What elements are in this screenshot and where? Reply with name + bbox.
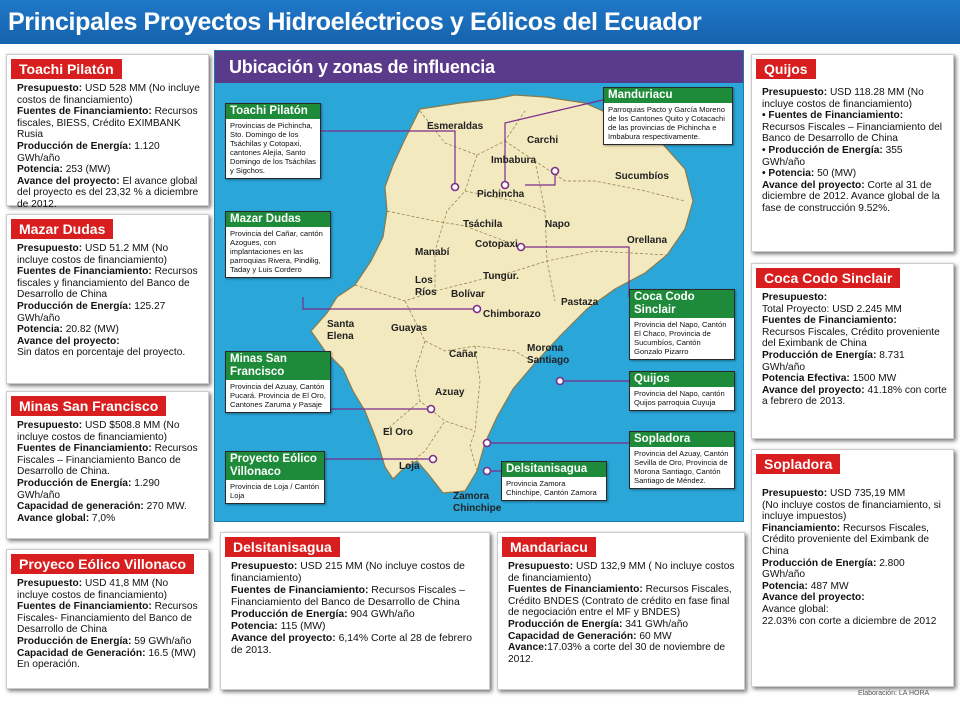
card-line-label: Fuentes de Financiamiento: [231, 585, 369, 596]
card-minas-san-francisco [6, 391, 209, 539]
card-line [17, 243, 202, 266]
card-line-value: Corte al 31 de diciembre de 2012. Avance global de la fase de construcción 9.52%. [762, 179, 940, 214]
card-bullet [762, 110, 947, 145]
card-line [17, 347, 202, 359]
province-label: Los Ríos [415, 275, 437, 298]
card-line-value: Recursos Fiscales – Financiamiento del Banco de Desarrollo de China [231, 585, 465, 608]
province-label: Cotopaxi [475, 239, 518, 250]
card-line-label: Avance del proyecto: [231, 633, 336, 644]
card-line-value: 115 (MW) [277, 621, 326, 632]
province-label: Zamora Chinchipe [453, 491, 502, 514]
province-label: Imbabura [491, 155, 537, 166]
card-line [762, 592, 947, 604]
card-body [7, 574, 208, 675]
tag-title: Manduriacu [604, 88, 732, 103]
province-label: Loja [399, 461, 420, 472]
tag-title: Toachi Pilatón [226, 104, 320, 119]
card-line-value: USD 528 MM (No incluye costos de financiamiento) [17, 83, 200, 106]
card-body [752, 288, 953, 412]
card-line-value: 60 MW [636, 630, 672, 642]
card-body [498, 557, 744, 669]
card-line-label: Presupuesto: [508, 561, 574, 572]
tag-title: Coca Codo Sinclair [630, 290, 734, 318]
card-line-value: 6,14% Corte al 28 de febrero de 2013. [231, 633, 473, 656]
card-line-label: Avance del proyecto: [17, 335, 120, 347]
card-line-label: Potencia: [768, 168, 815, 180]
card-bullet-list [762, 110, 947, 180]
card-title: Minas San Francisco [11, 396, 166, 416]
card-line [508, 561, 738, 584]
card-line-value: 7,0% [89, 512, 116, 524]
card-line [762, 558, 947, 581]
card-line-label: Fuentes de Financiamiento: [508, 584, 643, 596]
card-toachi-pilaton [6, 54, 209, 210]
card-line [17, 324, 202, 336]
card-line-value: Total Proyecto: USD 2.245 MM [762, 303, 902, 315]
tag-manduriacu [603, 87, 733, 145]
tag-mazar-dudas [225, 211, 331, 278]
tag-title: Minas San Francisco [226, 352, 330, 380]
tag-title: Sopladora [630, 432, 734, 447]
card-line [231, 621, 483, 633]
card-line-label: Fuentes de Financiamiento: [768, 110, 904, 122]
card-line [762, 315, 947, 327]
province-label: Manabí [415, 247, 450, 258]
card-line-label: Presupuesto: [17, 83, 83, 94]
province-label: Santa Elena [327, 319, 355, 342]
card-line [762, 87, 947, 110]
card-line [17, 443, 202, 478]
card-line-value: Recursos fiscales, BIESS, Crédito EXIMBANK Rusia [17, 106, 198, 141]
card-line [762, 304, 947, 316]
province-label: Cañar [449, 349, 478, 360]
card-line [17, 301, 202, 324]
card-line [508, 642, 738, 665]
card-bullet [762, 168, 947, 180]
tag-quijos [629, 371, 735, 411]
card-line-label: Avance del proyecto: [17, 175, 120, 187]
tag-coca-codo-sinclair [629, 289, 735, 360]
card-body [752, 79, 953, 219]
card-line-label: Presupuesto: [762, 488, 828, 499]
card-line-label: Presupuesto: [17, 420, 83, 431]
card-line-label: Capacidad de generación: [17, 501, 144, 513]
card-title: Quijos [756, 59, 816, 79]
card-body [7, 416, 208, 528]
card-line-label: Producción de Energía: [17, 300, 132, 312]
card-line [762, 500, 947, 523]
province-label: Pastaza [561, 297, 599, 308]
card-body [752, 474, 953, 631]
card-quijos [751, 54, 954, 252]
card-line [231, 585, 483, 609]
card-line [17, 501, 202, 513]
card-line [762, 350, 947, 373]
province-label: Bolívar [451, 289, 485, 300]
province-label: Carchi [527, 135, 559, 146]
card-line-value: El avance global del proyecto es del 23,32 % a diciembre de 2012. [17, 175, 199, 210]
card-line [231, 609, 483, 621]
tag-text: Provincia del Azuay, Cantón Pucará. Provincia de El Oro, Cantones Zaruma y Pasaje [230, 382, 326, 409]
card-line-label: Producción de Energía: [17, 140, 132, 152]
card-line-value: Recursos Fiscales, Crédito proveniente del Eximbank de China [762, 522, 930, 557]
card-line [762, 604, 947, 616]
card-line-label: Fuentes de Financiamiento: [17, 106, 152, 118]
card-line [762, 581, 947, 593]
card-line [231, 561, 483, 585]
card-line [508, 584, 738, 619]
page-title: Principales Proyectos Hidroeléctricos y Eólicos del Ecuador [8, 8, 702, 36]
province-label: Guayas [391, 323, 428, 334]
card-title: Sopladora [756, 454, 840, 474]
card-line-label: Producción de Energía: [17, 635, 132, 647]
map-panel [214, 50, 744, 522]
map-title-bar [215, 51, 743, 83]
card-line [762, 180, 947, 215]
card-sopladora [751, 449, 954, 687]
card-line-value: 904 GWh/año [347, 609, 415, 620]
province-label: Pichincha [477, 189, 525, 200]
card-line [17, 83, 202, 106]
card-title: Proyeco Eólico Villonaco [11, 554, 194, 574]
card-line-value: 50 (MW) [814, 168, 857, 180]
card-line [17, 659, 202, 671]
card-line-value: 16.5 (MW) [145, 647, 196, 659]
tag-text: Provincia del Napo, Cantón El Chaco, Provincia de Sucumbíos, Cantón Gonzalo Pizarro [634, 320, 727, 356]
province-label: Tungur. [483, 271, 519, 282]
tag-delsitanisagua [501, 461, 607, 501]
card-line [762, 488, 947, 500]
card-line-value: USD 51.2 MM (No incluye costos de financiamiento) [17, 243, 169, 266]
tag-text: Provincia del Napo, cantón Quijos parroquia Cuyuja [634, 389, 725, 407]
card-line [17, 636, 202, 648]
card-line-label: Potencia: [762, 580, 808, 592]
province-label: El Oro [383, 427, 414, 438]
card-line-value: USD 215 MM (No incluye costos de financiamiento) [231, 561, 465, 584]
province-label: Esmeraldas [427, 121, 484, 132]
card-line-value: 1500 MW [849, 373, 897, 385]
card-line-value: Sin datos en porcentaje del proyecto. [17, 347, 186, 359]
card-line [17, 648, 202, 660]
card-line-label: Fuentes de Financiamiento: [17, 443, 152, 455]
card-line-value: 1.120 GWh/año [17, 140, 160, 164]
card-body [221, 557, 489, 661]
card-line-value: USD 118.28 MM (No incluye costos de financiamiento) [762, 87, 924, 110]
card-line [17, 336, 202, 348]
card-line [762, 292, 947, 304]
card-line [17, 106, 202, 141]
card-line-value: 125.27 GWh/año [17, 300, 166, 324]
card-line-label: Avance global: [17, 512, 90, 524]
credit-line: Elaboración: LA HORA [858, 690, 930, 697]
card-line-label: Potencia Efectiva: [762, 373, 850, 385]
card-line-label: Potencia: [17, 164, 63, 176]
province-label: Chimborazo [483, 309, 541, 320]
card-line-label: Fuentes de Financiamiento: [17, 601, 152, 613]
card-line-value: Recursos Fiscales – Financiamiento del Banco de Desarrollo de China [762, 121, 943, 145]
card-line-label: Avance del proyecto: [762, 592, 865, 604]
card-line-value: 2.800 GWh/año [762, 557, 905, 581]
card-body [7, 79, 208, 215]
card-mazar-dudas [6, 214, 209, 384]
tag-text: Parroquias Pacto y García Moreno de los Cantones Quito y Cotacachi de las provincias de Pichincha e Imbabura respectivamente. [608, 105, 725, 141]
card-line-value: USD 735,19 MM [827, 488, 906, 499]
card-title: Mazar Dudas [11, 219, 113, 239]
tag-minas-san-francisco [225, 351, 331, 413]
map-title: Ubicación y zonas de influencia [229, 57, 495, 77]
card-line-value: Recursos fiscales y financiamiento del Banco de Desarrollo de China [17, 266, 198, 301]
card-line [17, 420, 202, 443]
tag-text: Provincias de Pichincha, Sto. Domingo de los Tsáchilas y Cotopaxi, cantones Alejía, Santo Domingo de los Tsáchilas y Sigchos. [230, 121, 316, 175]
card-villonaco [6, 549, 209, 689]
card-line-value: 8.731 GWh/año [762, 349, 905, 373]
card-line-value: Recursos Fiscales, Crédito proveniente del Eximbank de China [762, 326, 940, 350]
card-line-label: Avance del proyecto: [762, 384, 865, 396]
card-delsitanisagua [220, 532, 490, 690]
card-line [762, 523, 947, 558]
title-bar [0, 0, 960, 44]
card-line [17, 478, 202, 501]
province-label: Orellana [627, 235, 668, 246]
card-line-label: Presupuesto: [231, 561, 298, 572]
card-line-value: 355 GWh/año [762, 144, 903, 168]
tag-sopladora [629, 431, 735, 489]
card-line-label: Avance del proyecto: [762, 179, 865, 191]
tag-toachi-pilaton [225, 103, 321, 179]
card-line-value: Recursos Fiscales – Financiamiento Banco de Desarrollo de China. [17, 443, 198, 478]
card-line-label: Presupuesto: [762, 87, 828, 98]
card-line-label: Presupuesto: [17, 578, 83, 589]
tag-text: Provincia de Loja / Cantón Loja [230, 482, 320, 500]
card-line [17, 141, 202, 164]
card-line [17, 601, 202, 636]
card-mandariacu [497, 532, 745, 690]
card-line-value: 59 GWh/año [131, 635, 192, 647]
card-line-value: USD $508.8 MM (No incluye costos de financiamiento) [17, 420, 180, 443]
card-line-label: Fuentes de Financiamiento: [17, 266, 152, 278]
tag-text: Provincia Zamora Chinchipe, Cantón Zamora [506, 479, 597, 497]
card-line [762, 327, 947, 350]
card-line [17, 176, 202, 211]
tag-text: Provincia del Cañar, cantón Azogues, con implantaciones en las parroquias Rivera, Pindilig, Taday y Luis Cordero [230, 229, 323, 274]
tag-title: Proyecto Eólico Villonaco [226, 452, 324, 480]
card-line-value: 41.18% con corte a febrero de 2013. [762, 384, 947, 408]
card-line [17, 578, 202, 601]
card-line-value: 20.82 (MW) [62, 324, 119, 336]
province-label: Napo [545, 219, 570, 230]
card-line-label: Potencia: [231, 621, 278, 632]
card-line-label: Presupuesto: [17, 243, 83, 254]
card-title: Mandariacu [502, 537, 596, 557]
card-line-label: Producción de Energía: [17, 477, 132, 489]
card-line-label: Producción de Energía: [762, 557, 877, 569]
card-line-value: 270 MW. [143, 501, 187, 513]
card-line [762, 616, 947, 628]
card-line [508, 619, 738, 631]
card-line [17, 164, 202, 176]
province-label: Sucumbíos [615, 171, 669, 182]
card-line [17, 513, 202, 525]
province-label: Tsáchila [463, 219, 503, 230]
card-line [17, 266, 202, 301]
card-line-value: 487 MW [807, 580, 849, 592]
card-line-label: Avance: [508, 642, 548, 654]
card-title: Toachi Pilatón [11, 59, 122, 79]
tag-villonaco [225, 451, 325, 504]
card-line-label: Capacidad de Generación: [508, 630, 637, 642]
card-line [762, 385, 947, 408]
tag-title: Delsitanisagua [502, 462, 606, 477]
card-line-label: Presupuesto: [762, 292, 828, 303]
card-line [762, 373, 947, 385]
card-coca-codo-sinclair [751, 263, 954, 439]
card-line-value: Recursos Fiscales- Financiamiento del Banco de Desarrollo de China [17, 601, 198, 636]
tag-title: Quijos [630, 372, 734, 387]
card-line-value: 22.03% con corte a diciembre de 2012 [762, 615, 937, 627]
province-label: Morona Santiago [527, 343, 570, 366]
card-line-value: USD 132,9 MM ( No incluye costos de financiamiento) [508, 561, 735, 584]
card-line-value: Avance global: [762, 603, 829, 615]
card-title: Coca Codo Sinclair [756, 268, 900, 288]
card-line-value: (No incluye costos de financiamiento, si incluye impuestos) [762, 499, 941, 523]
card-line-label: Fuentes de Financiamiento: [762, 315, 897, 327]
card-body [7, 239, 208, 363]
card-line-value: 1.290 GWh/año [17, 477, 160, 501]
card-line-label: Financiamiento: [762, 522, 841, 534]
card-line-label: Capacidad de Generación: [17, 647, 146, 659]
card-line-label: Potencia: [17, 324, 63, 336]
card-line-value: USD 41,8 MM (No incluye costos de financiamiento) [17, 578, 169, 601]
card-line [231, 633, 483, 657]
province-label: Azuay [435, 387, 465, 398]
card-line-value: 253 (MW) [62, 164, 111, 176]
card-line-label: Producción de Energía: [762, 349, 877, 361]
card-line-value: En operación. [17, 659, 80, 671]
card-line-label: Producción de Energía: [768, 144, 883, 156]
tag-title: Mazar Dudas [226, 212, 330, 227]
card-title: Delsitanisagua [225, 537, 340, 557]
card-bullet [762, 145, 947, 168]
card-line-label: Producción de Energía: [231, 609, 348, 620]
card-line-value: 341 GWh/año [622, 618, 689, 630]
card-line [508, 631, 738, 643]
card-line-value: 17.03% a corte del 30 de noviembre de 2012. [508, 642, 726, 665]
card-line-value: Recursos Fiscales, Crédito BNDES (Contrato de crédito en fase final de negociación entre el MF y BNDES) [508, 584, 732, 619]
tag-text: Provincia del Azuay, Cantón Sevilla de Oro, Provincia de Morona Santiago, Cantón Santiago de Méndez. [634, 449, 729, 485]
card-line-label: Producción de Energía: [508, 618, 623, 630]
